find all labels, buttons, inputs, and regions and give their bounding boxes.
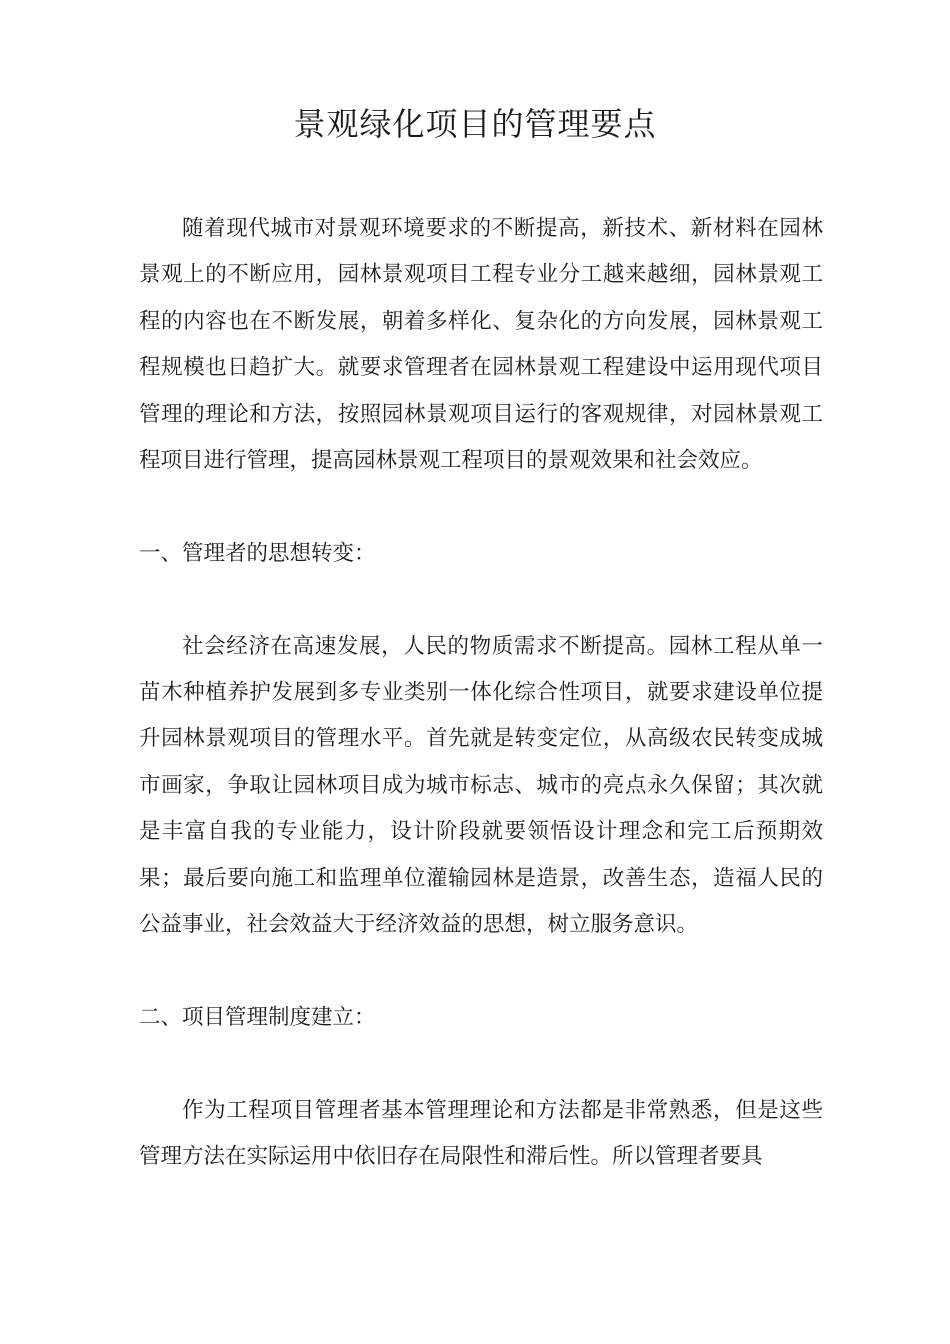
intro-paragraph: 随着现代城市对景观环境要求的不断提高，新技术、新材料在园林景观上的不断应用，园林景观项目工程专业分工越来越细，园林景观工程的内容也在不断发展，朝着多样化、复杂化的方向发展，园林景观工程规模也日趋扩大。就要求管理者在园林景观工程建设中运用现代项目管理的理论和方法，按照园林景观项目运行的客观规律，对园林景观工程项目进行管理，提高园林景观工程项目的景观效果和社会效应。: [139, 216, 823, 474]
section-heading-2: 二、项目管理制度建立：: [139, 1004, 376, 1030]
document-title: 景观绿化项目的管理要点: [293, 105, 657, 143]
paragraph-spacer: [139, 484, 823, 530]
paragraph-spacer: [139, 948, 823, 994]
document-body: [139, 206, 823, 1180]
section-1-paragraph: 社会经济在高速发展，人民的物质需求不断提高。园林工程从单一苗木种植养护发展到多专业类别一体化综合性项目，就要求建设单位提升园林景观项目的管理水平。首先就是转变定位，从高级农民转变成城市画家，争取让园林项目成为城市标志、城市的亮点永久保留；其次就是丰富自我的专业能力，设计阶段就要领悟设计理念和完工后预期效果；最后要向施工和监理单位灌输园林是造景，改善生态，造福人民的公益事业，社会效益大于经济效益的思想，树立服务意识。: [139, 633, 823, 938]
section-heading-1: 一、管理者的思想转变：: [139, 540, 376, 566]
paragraph-spacer: [139, 577, 823, 623]
section-2-paragraph: 作为工程项目管理者基本管理理论和方法都是非常熟悉，但是这些管理方法在实际运用中依旧存在局限性和滞后性。所以管理者要具: [139, 1097, 823, 1170]
paragraph-spacer: [139, 1041, 823, 1087]
